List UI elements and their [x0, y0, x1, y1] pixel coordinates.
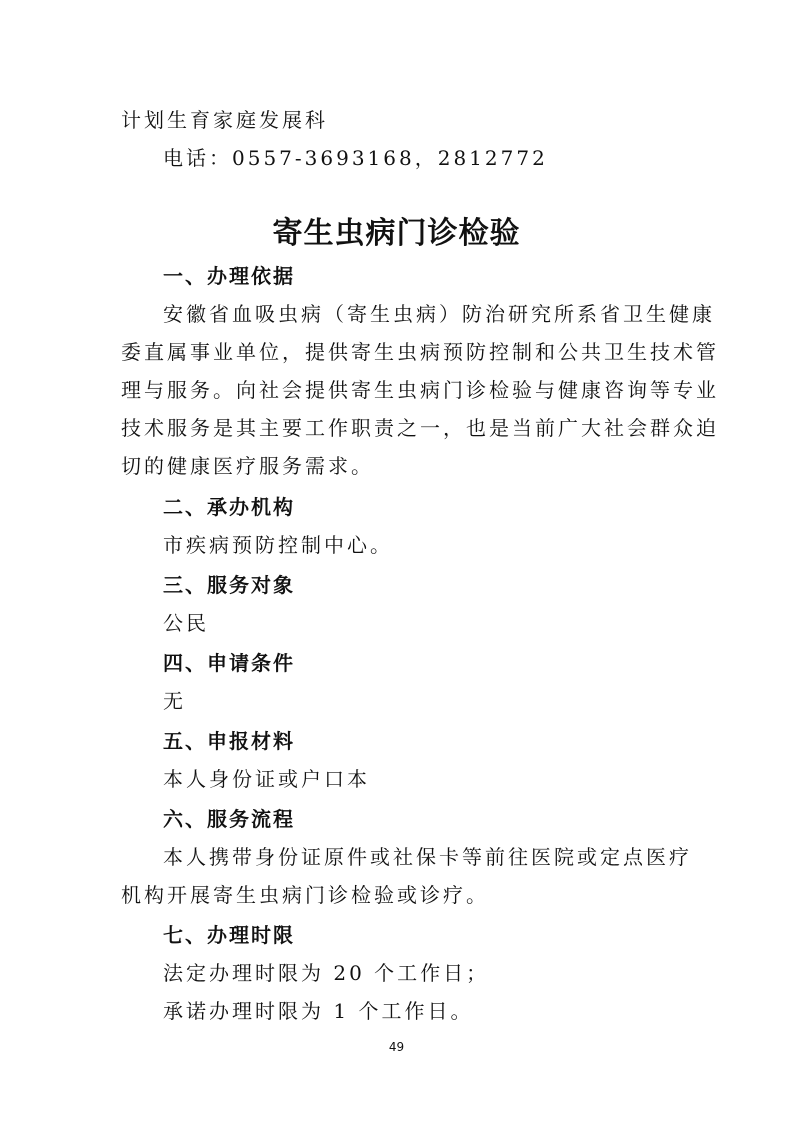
paragraph-line: 本人携带身份证原件或社保卡等前往医院或定点医疗 — [163, 845, 692, 869]
paragraph-line: 机构开展寄生虫病门诊检验或诊疗。 — [121, 883, 489, 907]
paragraph-line: 本人身份证或户口本 — [163, 767, 370, 791]
paragraph-line: 无 — [163, 689, 186, 713]
section-heading-conditions: 四、申请条件 — [163, 651, 295, 675]
contact-phone: 电话：0557-3693168，2812772 — [163, 146, 548, 170]
paragraph-line: 法定办理时限为 20 个工作日； — [163, 961, 490, 985]
section-heading-agency: 二、承办机构 — [163, 495, 295, 519]
paragraph-line: 承诺办理时限为 1 个工作日。 — [163, 999, 474, 1023]
section-heading-basis: 一、办理依据 — [163, 264, 295, 288]
paragraph-line: 技术服务是其主要工作职责之一，也是当前广大社会群众迫 — [121, 416, 719, 440]
paragraph-line: 安徽省血吸虫病（寄生虫病）防治研究所系省卫生健康 — [163, 302, 715, 326]
paragraph-line: 公民 — [163, 611, 209, 635]
paragraph-line: 理与服务。向社会提供寄生虫病门诊检验与健康咨询等专业 — [121, 378, 719, 402]
section-heading-target: 三、服务对象 — [163, 573, 295, 597]
page-title: 寄生虫病门诊检验 — [272, 216, 521, 251]
department-name: 计划生育家庭发展科 — [121, 108, 328, 132]
page-number: 49 — [388, 1040, 405, 1054]
paragraph-line: 切的健康医疗服务需求。 — [121, 454, 374, 478]
paragraph-line: 委直属事业单位，提供寄生虫病预防控制和公共卫生技术管 — [121, 340, 719, 364]
section-heading-materials: 五、申报材料 — [163, 729, 295, 753]
paragraph-line: 市疾病预防控制中心。 — [163, 533, 393, 557]
section-heading-timelimit: 七、办理时限 — [163, 923, 295, 947]
section-heading-process: 六、服务流程 — [163, 807, 295, 831]
